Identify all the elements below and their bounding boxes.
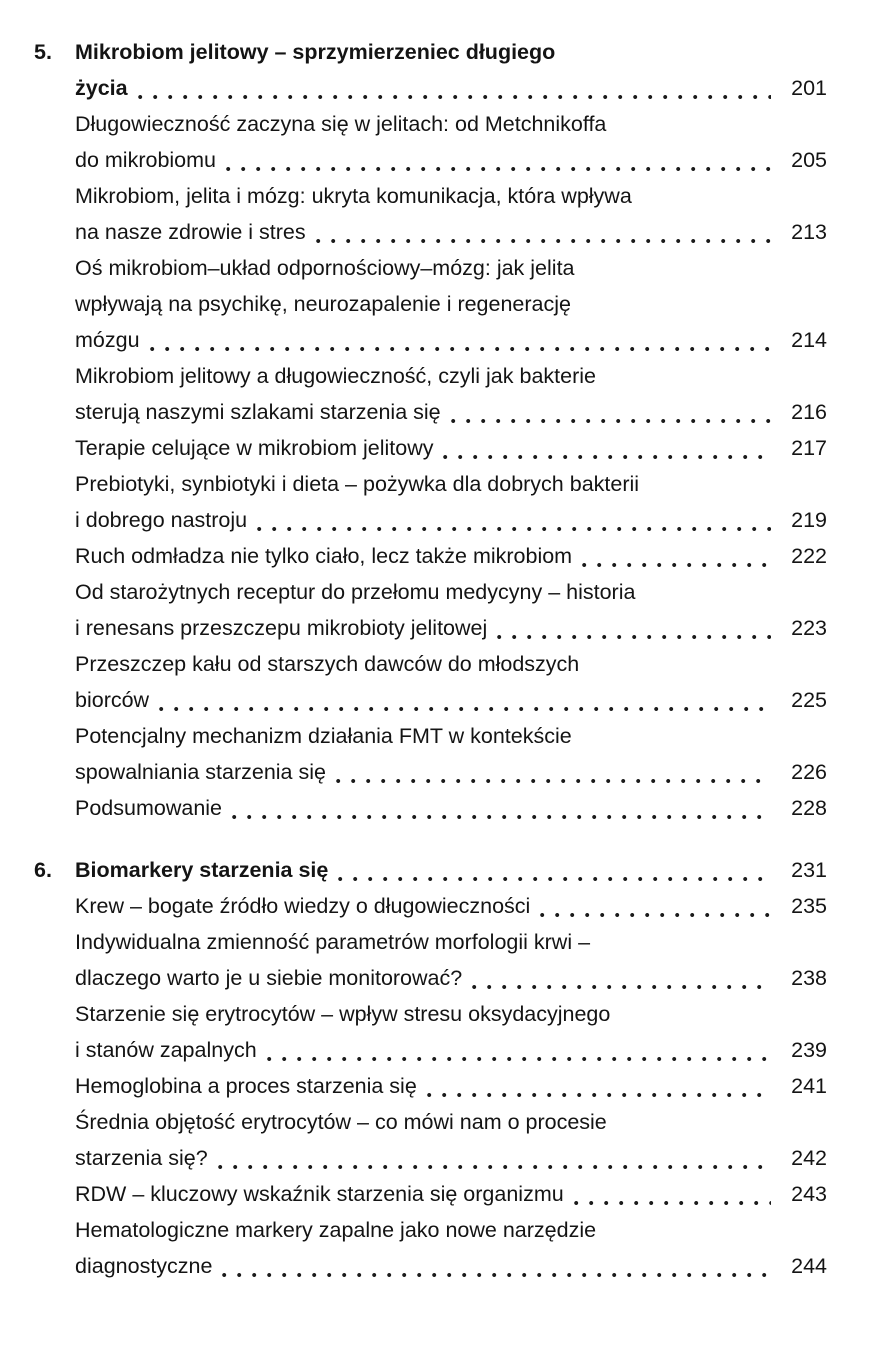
entry-line: Średnia objętość erytrocytów – co mówi nam o procesie [75,1110,607,1134]
page-number: 231 [791,858,827,882]
entry-line: Mikrobiom, jelita i mózg: ukryta komunikacja, która wpływa [75,184,632,208]
entry-text: Terapie celujące w mikrobiom jelitowy [75,436,434,460]
page-number: 243 [791,1182,827,1206]
entry-line [75,502,827,538]
toc-chapter-entry [34,34,827,106]
chapter-number: 6. [34,858,52,882]
entry-text: Biomarkery starzenia się [75,858,329,882]
entry-text: i renesans przeszczepu mikrobioty jelitowej [75,616,488,640]
page-number: 223 [791,616,827,640]
entry-text: Hemoglobina a proces starzenia się [75,1074,417,1098]
entry-text: na nasze zdrowie i stres [75,220,306,244]
dot-leader [232,814,771,820]
entry-line [75,394,827,430]
toc-section [34,852,827,1284]
toc-entry [34,1212,827,1284]
entry-line [75,538,827,574]
dot-leader [443,454,771,460]
entry-line: Starzenie się erytrocytów – wpływ stresu oksydacyjnego [75,1002,611,1026]
toc-entry [34,790,827,826]
toc-entry [34,430,827,466]
dot-leader [267,1056,771,1062]
dot-leader [159,706,771,712]
entry-line: Oś mikrobiom–układ odpornościowy–mózg: jak jelita [75,256,575,280]
page-number: 217 [791,436,827,460]
entry-line: Mikrobiom jelitowy a długowieczność, czyli jak bakterie [75,364,596,388]
entry-line: Indywidualna zmienność parametrów morfologii krwi – [75,930,591,954]
page-number: 235 [791,894,827,918]
entry-line: wpływają na psychikę, neurozapalenie i regenerację [75,292,571,316]
page-number: 216 [791,400,827,424]
toc-entry [34,358,827,430]
dot-leader [497,634,771,640]
dot-leader [150,346,771,352]
toc-entry [34,718,827,790]
toc-entry [34,106,827,178]
entry-line [75,214,827,250]
dot-leader [257,526,771,532]
page-number: 201 [791,76,827,100]
entry-line: Od starożytnych receptur do przełomu medycyny – historia [75,580,636,604]
entry-line [75,682,827,718]
chapter-number: 5. [34,40,52,64]
entry-line: Przeszczep kału od starszych dawców do młodszych [75,652,580,676]
entry-line [75,852,827,888]
entry-line [75,960,827,996]
entry-text: diagnostyczne [75,1254,213,1278]
toc-entry [34,178,827,250]
entry-line: Potencjalny mechanizm działania FMT w kontekście [75,724,572,748]
entry-line [75,142,827,178]
entry-text: dlaczego warto je u siebie monitorować? [75,966,463,990]
entry-text: RDW – kluczowy wskaźnik starzenia się organizmu [75,1182,564,1206]
page-number: 244 [791,1254,827,1278]
entry-line [75,1140,827,1176]
dot-leader [338,876,771,882]
toc-entry [34,996,827,1068]
toc-entry [34,1176,827,1212]
entry-line [75,430,827,466]
page-number: 213 [791,220,827,244]
entry-line [75,1032,827,1068]
toc-entry [34,646,827,718]
entry-line [75,610,827,646]
entry-text: spowalniania starzenia się [75,760,326,784]
entry-line [75,1176,827,1212]
entry-line: Prebiotyki, synbiotyki i dieta – pożywka dla dobrych bakterii [75,472,640,496]
entry-text: i dobrego nastroju [75,508,248,532]
page-number: 241 [791,1074,827,1098]
dot-leader [574,1200,771,1206]
page-number: 228 [791,796,827,820]
entry-text: mózgu [75,328,140,352]
page-number: 238 [791,966,827,990]
dot-leader [138,94,771,100]
toc-section [34,34,827,826]
entry-line [75,790,827,826]
toc-chapter-entry [34,852,827,888]
entry-text: Krew – bogate źródło wiedzy o długowieczności [75,894,531,918]
toc-entry [34,466,827,538]
page-number: 242 [791,1146,827,1170]
dot-leader [218,1164,771,1170]
entry-text: starzenia się? [75,1146,208,1170]
page-number: 239 [791,1038,827,1062]
dot-leader [540,912,771,918]
entry-text: Ruch odmładza nie tylko ciało, lecz także mikrobiom [75,544,573,568]
dot-leader [222,1272,771,1278]
dot-leader [451,418,771,424]
toc [34,34,827,1284]
dot-leader [336,778,771,784]
toc-entry [34,250,827,358]
page-number: 226 [791,760,827,784]
dot-leader [582,562,771,568]
entry-text: Podsumowanie [75,796,223,820]
entry-line [75,754,827,790]
dot-leader [427,1092,771,1098]
toc-entry [34,574,827,646]
entry-text: biorców [75,688,150,712]
toc-entry [34,1068,827,1104]
page-number: 222 [791,544,827,568]
entry-line: Hematologiczne markery zapalne jako nowe narzędzie [75,1218,597,1242]
entry-text: do mikrobiomu [75,148,216,172]
entry-text: życia [75,76,128,100]
entry-line [75,888,827,924]
entry-line [75,322,827,358]
dot-leader [226,166,771,172]
toc-entry [34,1104,827,1176]
entry-text: i stanów zapalnych [75,1038,257,1062]
entry-line [75,1068,827,1104]
entry-line: Mikrobiom jelitowy – sprzymierzeniec długiego [75,40,556,64]
page-number: 205 [791,148,827,172]
dot-leader [472,984,771,990]
toc-entry [34,888,827,924]
toc-entry [34,538,827,574]
entry-text: sterują naszymi szlakami starzenia się [75,400,441,424]
dot-leader [316,238,771,244]
page-number: 225 [791,688,827,712]
page-number: 214 [791,328,827,352]
entry-line [75,1248,827,1284]
page-number: 219 [791,508,827,532]
toc-entry [34,924,827,996]
entry-line: Długowieczność zaczyna się w jelitach: od Metchnikoffa [75,112,607,136]
entry-line [75,70,827,106]
